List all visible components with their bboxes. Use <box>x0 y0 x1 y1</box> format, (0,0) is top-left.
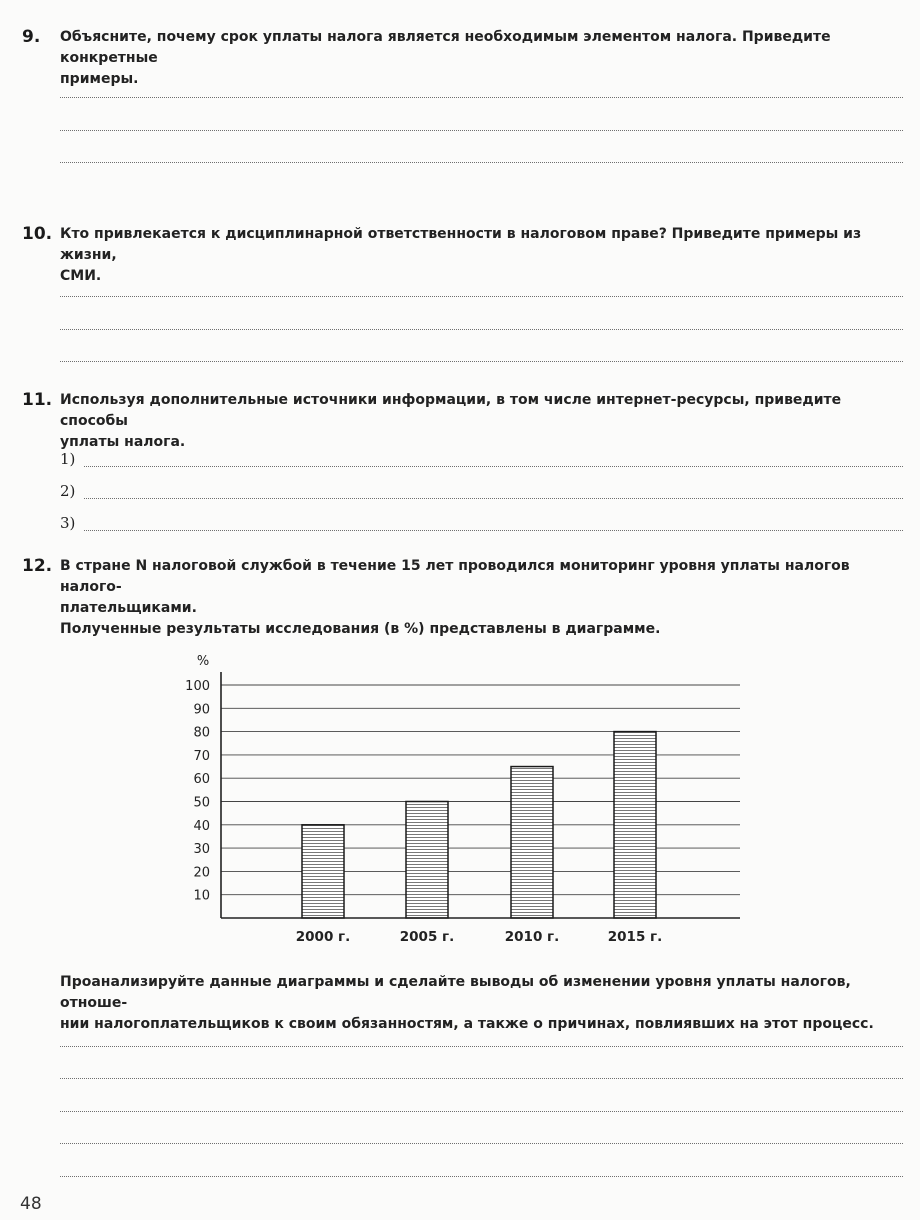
question-line: плательщиками. <box>60 600 197 616</box>
analysis-prompt <box>60 972 905 1035</box>
y-tick-label: 70 <box>193 748 210 764</box>
analysis-line: Проанализируйте данные диаграммы и сделайте выводы об изменении уровня уплаты налогов, отноше- <box>60 974 851 1011</box>
y-tick-label: 40 <box>193 818 210 834</box>
x-tick-label: 2015 г. <box>607 929 663 945</box>
answer-line[interactable] <box>60 1111 903 1112</box>
question-line: уплаты налога. <box>60 434 186 450</box>
y-axis-ticks <box>185 679 210 904</box>
answer-line[interactable] <box>60 162 903 163</box>
y-tick-label: 20 <box>193 865 210 881</box>
answer-line[interactable] <box>60 329 903 330</box>
answer-line[interactable] <box>60 97 903 98</box>
answer-line[interactable] <box>84 498 903 499</box>
bar-2000 <box>302 825 344 918</box>
y-axis-label: % <box>196 654 210 669</box>
question-line: СМИ. <box>60 268 102 284</box>
x-axis-ticks <box>296 929 662 945</box>
x-tick-label: 2000 г. <box>295 929 351 945</box>
y-tick-label: 80 <box>193 725 210 741</box>
question-line: В стране N налоговой службой в течение 15 лет проводился мониторинг уровня уплаты налогов налого- <box>60 558 850 595</box>
task-question <box>60 27 900 90</box>
answer-line[interactable] <box>60 1143 903 1144</box>
x-tick-label: 2005 г. <box>399 929 455 945</box>
task-number: 11. <box>22 390 53 410</box>
task-number: 12. <box>22 556 53 576</box>
chart-grid <box>221 685 740 895</box>
item-number: 3) <box>60 514 76 532</box>
task-question <box>60 556 900 640</box>
bar-2005 <box>406 802 448 919</box>
question-line: Кто привлекается к дисциплинарной ответственности в налоговом праве? Приведите примеры из жизни, <box>60 226 862 263</box>
question-line: Полученные результаты исследования (в %) представлены в диаграмме. <box>60 621 661 637</box>
answer-line[interactable] <box>60 1046 903 1047</box>
bar-2015 <box>614 732 656 918</box>
question-line: Объясните, почему срок уплаты налога является необходимым элементом налога. Приведите конкретные <box>60 29 831 66</box>
item-number: 1) <box>60 450 76 468</box>
tax-payment-bar-chart <box>170 648 760 948</box>
y-tick-label: 10 <box>193 888 210 904</box>
answer-line[interactable] <box>60 130 903 131</box>
answer-line[interactable] <box>60 361 903 362</box>
answer-line[interactable] <box>60 1176 903 1177</box>
x-tick-label: 2010 г. <box>504 929 560 945</box>
bar-2010 <box>511 767 553 918</box>
y-tick-label: 90 <box>193 702 210 718</box>
answer-line[interactable] <box>60 1078 903 1079</box>
answer-line[interactable] <box>84 530 903 531</box>
y-tick-label: 100 <box>185 679 210 694</box>
y-tick-label: 30 <box>193 842 210 858</box>
item-number: 2) <box>60 482 76 500</box>
question-line: Используя дополнительные источники информации, в том числе интернет-ресурсы, приведите способы <box>60 392 842 429</box>
page-number: 48 <box>20 1194 42 1214</box>
y-tick-label: 60 <box>193 772 210 788</box>
task-number: 10. <box>22 224 53 244</box>
answer-line[interactable] <box>60 296 903 297</box>
answer-line[interactable] <box>84 466 903 467</box>
task-question <box>60 390 900 453</box>
question-line: примеры. <box>60 71 139 87</box>
analysis-line: нии налогоплательщиков к своим обязанностям, а также о причинах, повлиявших на этот процесс. <box>60 1016 874 1032</box>
task-number: 9. <box>22 27 41 47</box>
task-question <box>60 224 900 287</box>
y-tick-label: 50 <box>193 795 210 811</box>
